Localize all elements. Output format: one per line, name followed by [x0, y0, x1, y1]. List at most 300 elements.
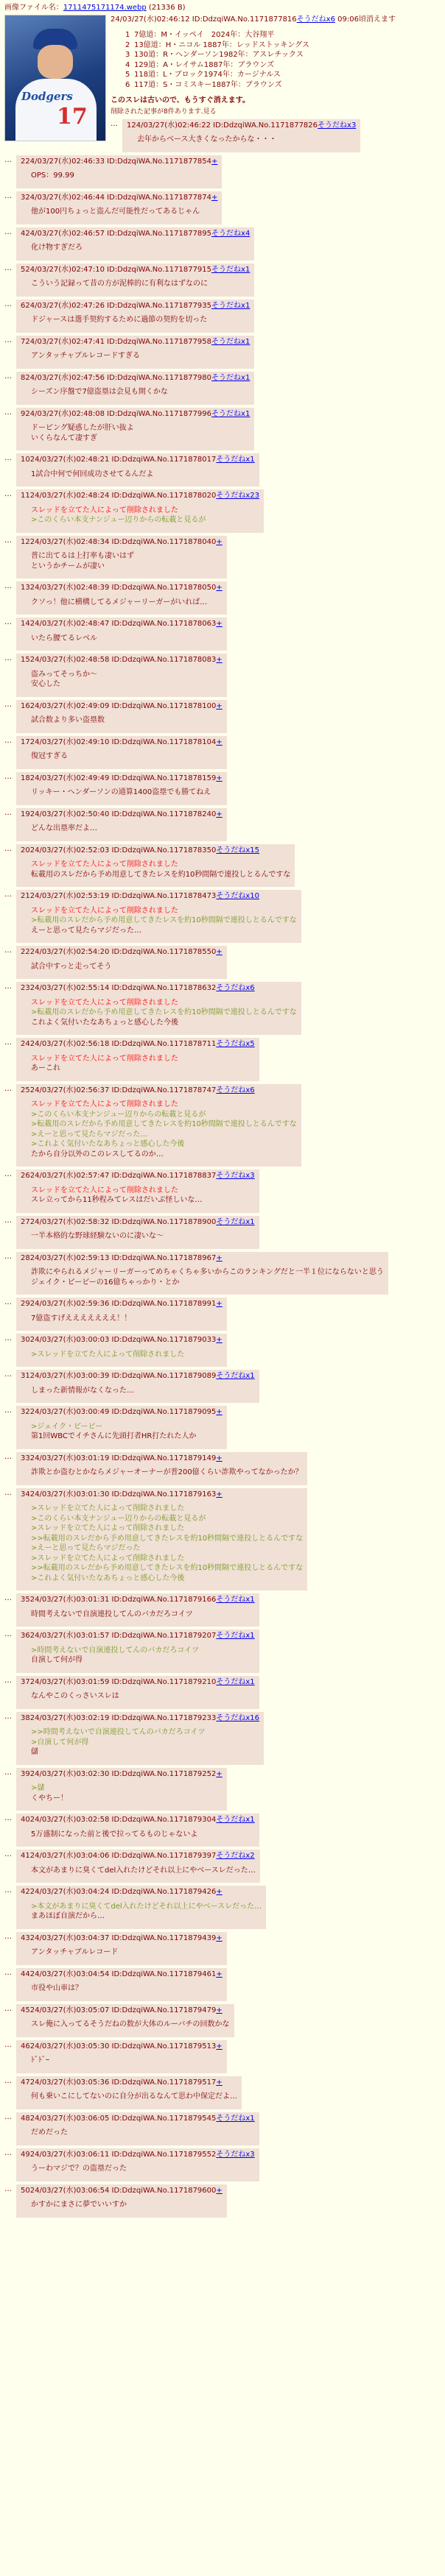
- soudane-link[interactable]: そうだねx1: [211, 301, 250, 310]
- reply-meta: 4124/03/27(水)03:04:06 ID:DdzqiWA.No.1171879397そうだねx2: [21, 1852, 255, 1861]
- reply-indent-marker: …: [4, 1170, 12, 1179]
- reply-meta: 2824/03/27(水)02:59:13 ID:DdzqiWA.No.1171878967+: [21, 1253, 222, 1262]
- reply-text: クソっ！他に横構してるメジャーリーガーがいれば…: [31, 598, 208, 606]
- file-size: (21336 B): [148, 4, 186, 12]
- soudane-link[interactable]: +: [216, 656, 222, 665]
- ranking-rank: 2: [125, 40, 130, 49]
- reply-post: [4, 1712, 441, 1765]
- reply-meta: 1924/03/27(水)02:50:40 ID:DdzqiWA.No.1171878240+: [21, 810, 222, 818]
- reply-indent-marker: …: [4, 227, 12, 236]
- reply-meta: 3724/03/27(水)03:01:59 ID:DdzqiWA.No.1171879210そうだねx1: [21, 1677, 255, 1686]
- quote-line: >スレッドを立てた人によって削除されました: [31, 1524, 185, 1533]
- reply-body: [31, 670, 222, 690]
- reply-text: 普に出てるは上打率も凄いはず: [31, 552, 134, 561]
- reply-body: [31, 279, 250, 289]
- reply-text: ドーピング疑惑したが肝い抜よ: [31, 424, 134, 433]
- reply-body: [31, 906, 297, 936]
- reply-meta: 2924/03/27(水)02:59:36 ID:DdzqiWA.No.1171878991+: [21, 1300, 222, 1309]
- reply-post: [4, 1370, 441, 1403]
- reply-bubble: [16, 191, 222, 224]
- reply-indent-marker: …: [4, 844, 12, 853]
- reply-bubble: [16, 2076, 242, 2109]
- reply-bubble: [16, 155, 222, 188]
- reply-indent-marker: …: [4, 1630, 12, 1639]
- reply-bubble: [16, 300, 254, 333]
- reply-meta: 4024/03/27(水)03:02:58 ID:DdzqiWA.No.1171879304そうだねx1: [21, 1816, 255, 1825]
- reply-body: [31, 824, 222, 834]
- reply-text: 本文があまりに臭くてdel入れたけどそれ以上にやベースレだった…: [31, 1866, 256, 1875]
- reply-bubble: [16, 1712, 264, 1765]
- reply-meta: 2624/03/27(水)02:57:47 ID:DdzqiWA.No.1171878837そうだねx3: [21, 1172, 255, 1181]
- reply-text: 転載用のスレだから予め用意してきたレスを約10秒間隔で連投しとるんですな: [31, 870, 291, 879]
- soudane-link[interactable]: そうだねx1: [216, 456, 255, 464]
- old-thread-warning: このスレは古いので、もうすぐ消えます。: [111, 96, 250, 105]
- reply-post: [4, 372, 441, 405]
- soudane-link[interactable]: そうだねx1: [211, 265, 250, 274]
- reply-body: [31, 1100, 297, 1159]
- reply-bubble: [16, 1252, 388, 1295]
- reply-indent-marker: …: [4, 1768, 12, 1777]
- ranking-item: [125, 70, 441, 80]
- reply-bubble: [16, 1488, 307, 1591]
- reply-text: スレ俺に入ってるそうだねの数が大体のルーバチの回数かな: [31, 2020, 230, 2029]
- reply-post: [4, 1334, 441, 1367]
- reply-body: [31, 1727, 259, 1758]
- reply-post: [4, 1216, 441, 1249]
- soudane-link[interactable]: +: [216, 737, 222, 746]
- reply-body: [31, 1350, 222, 1360]
- soudane-link[interactable]: そうだねx5: [216, 1040, 255, 1049]
- soudane-link[interactable]: そうだねx23: [216, 492, 260, 500]
- reply-bubble: [16, 489, 264, 533]
- reply-body: [31, 2200, 222, 2210]
- reply-body: [31, 171, 217, 181]
- reply-meta: 3624/03/27(水)03:01:57 ID:DdzqiWA.No.1171879207そうだねx1: [21, 1632, 255, 1641]
- soudane-link[interactable]: そうだねx1: [216, 1596, 255, 1604]
- reply-meta: 1724/03/27(水)02:49:10 ID:DdzqiWA.No.1171878104+: [21, 737, 222, 746]
- soudane-link[interactable]: そうだねx1: [211, 337, 250, 346]
- reply-body: [31, 207, 217, 217]
- reply-indent-marker: …: [4, 1298, 12, 1307]
- reply-indent-marker: …: [4, 490, 12, 499]
- reply-bubble: [16, 890, 301, 943]
- ranking-rank: 4: [125, 60, 130, 69]
- reply-bubble: [16, 982, 301, 1035]
- reply-meta: 5024/03/27(水)03:06:54 ID:DdzqiWA.No.1171879600+: [21, 2186, 222, 2195]
- reply-indent-marker: …: [4, 1488, 12, 1497]
- reply-body: [31, 1314, 222, 1324]
- reply-indent-marker: …: [4, 891, 12, 899]
- reply-indent-marker: …: [4, 155, 12, 164]
- reply-body: [31, 2092, 237, 2102]
- reply-meta: 3824/03/27(水)03:02:19 ID:DdzqiWA.No.1171879233そうだねx16: [21, 1713, 260, 1722]
- reply-body: [31, 2020, 230, 2030]
- reply-bubble: [16, 1593, 259, 1627]
- quote-line: >転載用のスレだから予め用意してきたレスを約10秒間隔で連投しとるんですな: [31, 1120, 297, 1129]
- soudane-link[interactable]: そうだねx3: [216, 2150, 255, 2159]
- soudane-link[interactable]: +: [216, 1970, 222, 1978]
- reply-text: 詐欺にやられるメジャーリーガーってめちゃくちゃ多いからこのランキングだと一半１位にならないと思う: [31, 1268, 384, 1277]
- soudane-link[interactable]: そうだねx1: [211, 373, 250, 382]
- reply-body: [31, 1947, 222, 1958]
- soudane-link[interactable]: そうだねx1: [216, 2114, 255, 2123]
- reply-meta: 924/03/27(水)02:48:08 ID:DdzqiWA.No.1171877996そうだねx1: [21, 409, 250, 418]
- reply-text: 詐欺とか盗むとかならメジャーオーナーが普200億くらい詐欺やってなかったか？: [31, 1468, 303, 1477]
- deleted-notice: スレッドを立てた人によって削除されました: [31, 1186, 178, 1195]
- reply-text: えーと思って見たらマジだった…: [31, 926, 141, 935]
- reply-list: [4, 155, 441, 2218]
- reply-text: シーズン序盤で7億盗塁は会見も開くかな: [31, 388, 168, 397]
- reply-bubble: [16, 808, 227, 841]
- reply-post: [4, 1170, 441, 1213]
- reply-post: [4, 408, 441, 451]
- reply-post: [4, 1630, 441, 1673]
- soudane-link[interactable]: +: [216, 2042, 222, 2050]
- reply-bubble: [16, 2040, 227, 2073]
- soudane-link[interactable]: +: [216, 2006, 222, 2014]
- reply-body: [31, 423, 250, 443]
- reply-indent-marker: …: [4, 408, 12, 417]
- soudane-link[interactable]: +: [216, 537, 222, 546]
- reply-text: 市役や山車は？: [31, 1984, 83, 1993]
- reply-text: 盗みってそっちか～: [31, 670, 97, 679]
- reply-indent-marker: …: [4, 2004, 12, 2013]
- reply-post: [4, 1886, 441, 1929]
- deleted-notice: スレッドを立てた人によって削除されました: [31, 860, 178, 869]
- ranking-item: [125, 30, 441, 40]
- soudane-link[interactable]: そうだねx3: [216, 1172, 255, 1181]
- quote-line: >時間考えないで自演連投してんのバカだろコイツ: [31, 1646, 200, 1655]
- soudane-link[interactable]: そうだねx10: [216, 892, 260, 901]
- reply-text: これよく気付いたなあちょっと感心した今後: [31, 1018, 178, 1027]
- ranking-text: 13億道：H・ニコル 1887年：レッドストッキングス: [134, 40, 309, 49]
- deleted-notice: スレッドを立てた人によって削除されました: [31, 906, 178, 915]
- reply-post: [4, 890, 441, 943]
- reply-text: 7億盗すげえええええええ！！: [31, 1314, 132, 1323]
- reply-bubble: [16, 654, 227, 697]
- reply-text: スレ立ってから11秒程みてレスはだいぶ怪しいな…: [31, 1196, 203, 1205]
- reply-body: [31, 551, 222, 571]
- soudane-link[interactable]: そうだねx6: [216, 984, 255, 993]
- deleted-notice: スレッドを立てた人によって削除されました: [31, 1054, 178, 1063]
- reply-bubble: [16, 336, 254, 369]
- soudane-link[interactable]: そうだねx1: [211, 409, 250, 418]
- soudane-link[interactable]: +: [216, 810, 222, 818]
- reply-meta: 224/03/27(水)02:46:33 ID:DdzqiWA.No.1171877854+: [21, 157, 218, 166]
- soudane-link[interactable]: +: [216, 701, 222, 710]
- reply-indent-marker: …: [4, 2040, 12, 2049]
- soudane-link[interactable]: そうだねx3: [318, 121, 357, 130]
- reply-text: OPS：99.99: [31, 171, 74, 180]
- soudane-link[interactable]: +: [211, 157, 218, 166]
- reply-bubble: [16, 1406, 227, 1449]
- reply-body: [31, 2128, 255, 2138]
- reply-bubble: [16, 1968, 227, 2001]
- soudane-link[interactable]: +: [216, 620, 222, 629]
- soudane-link[interactable]: そうだねx16: [216, 1713, 260, 1722]
- soudane-link[interactable]: そうだねx1: [216, 1816, 255, 1825]
- reply-body: [31, 2056, 222, 2066]
- reply-post: [4, 2112, 441, 2145]
- reply-indent-marker: …: [4, 1038, 12, 1047]
- reply-body: [31, 1866, 256, 1876]
- reply-indent-marker: …: [4, 1886, 12, 1895]
- reply-post: [4, 1084, 441, 1167]
- file-label: 画像ファイル名：: [4, 4, 63, 12]
- reply-indent-marker: …: [4, 983, 12, 991]
- reply-meta: 3424/03/27(水)03:01:30 ID:DdzqiWA.No.1171879163+: [21, 1490, 222, 1498]
- ranking-rank: 3: [125, 51, 130, 59]
- op-expire: 09:06頃消えます: [337, 15, 396, 24]
- reply-post: [4, 300, 441, 333]
- reply-body: [31, 962, 222, 972]
- deleted-note[interactable]: 削除された記事が8件あります.見る: [111, 107, 217, 116]
- reply-meta: 1824/03/27(水)02:49:49 ID:DdzqiWA.No.1171878159+: [21, 774, 222, 782]
- reply-indent-marker: …: [4, 2076, 12, 2085]
- reply-meta: 2224/03/27(水)02:54:20 ID:DdzqiWA.No.1171878550+: [21, 948, 222, 957]
- ranking-item: [125, 60, 441, 71]
- op-soudane-link[interactable]: そうだねx6: [296, 15, 335, 24]
- reply-body: [31, 470, 255, 480]
- quote-line: >えーと思って見たらマジだった…: [31, 1130, 148, 1139]
- reply-body: [31, 715, 222, 726]
- reply-bubble: [16, 1676, 259, 1709]
- reply-meta: 724/03/27(水)02:47:41 ID:DdzqiWA.No.1171877958そうだねx1: [21, 337, 250, 346]
- reply-post: [4, 1968, 441, 2001]
- reply-bubble: [16, 1932, 227, 1965]
- reply-bubble: [16, 736, 227, 769]
- reply-indent-marker: …: [4, 1452, 12, 1461]
- deleted-notice: スレッドを立てた人によって削除されました: [31, 998, 178, 1007]
- soudane-link[interactable]: +: [216, 2078, 222, 2087]
- reply-text: 一半本格的な野球経験ないのに凄いな～: [31, 1232, 164, 1241]
- soudane-link[interactable]: そうだねx1: [216, 1632, 255, 1641]
- reply-bubble: 124/03/27(水)02:46:22 ID:DdzqiWA.No.1171877826そうだねx3 去年からベース大きくなったからな・・・: [122, 119, 360, 152]
- reply-post: [4, 1932, 441, 1965]
- reply-body: [31, 1610, 255, 1620]
- reply-post: [4, 654, 441, 697]
- reply-bubble: [16, 1370, 259, 1403]
- reply-indent-marker: …: [4, 1932, 12, 1941]
- ranking-rank: 5: [125, 71, 130, 79]
- reply-meta: 4524/03/27(水)03:05:07 ID:DdzqiWA.No.1171879479+: [21, 2006, 222, 2014]
- reply-body: [31, 860, 290, 880]
- soudane-link[interactable]: +: [216, 1490, 222, 1498]
- file-link[interactable]: 1711475171174.webp: [63, 4, 147, 12]
- reply-bubble: [16, 1216, 259, 1249]
- reply-meta: 1324/03/27(水)02:48:39 ID:DdzqiWA.No.1171878050+: [21, 584, 222, 592]
- reply-meta: 4624/03/27(水)03:05:30 ID:DdzqiWA.No.1171879513+: [21, 2042, 222, 2050]
- reply-post: [4, 618, 441, 651]
- reply-text: ドジャースは選手契約するために過節の契約を切った: [31, 316, 208, 325]
- reply-post: [4, 1298, 441, 1331]
- soudane-link[interactable]: +: [216, 1933, 222, 1942]
- reply-meta: 1024/03/27(水)02:48:21 ID:DdzqiWA.No.1171878017そうだねx1: [21, 456, 255, 464]
- reply-bubble: [16, 1038, 259, 1081]
- soudane-link[interactable]: そうだねx1: [216, 1372, 255, 1381]
- soudane-link[interactable]: そうだねx1: [216, 1217, 255, 1226]
- first-reply: … 124/03/27(水)02:46:22 ID:DdzqiWA.No.1171877826そうだねx3 去年からベース大きくなったからな・・・: [111, 119, 441, 152]
- reply-bubble: [16, 618, 227, 651]
- reply-indent-marker: …: [4, 2112, 12, 2121]
- quote-line: >このくらい本支ナンジュー辺りからの転載と見るが: [31, 1514, 206, 1523]
- reply-indent-marker: …: [4, 263, 12, 272]
- reply-bubble: [16, 1452, 307, 1485]
- reply-post: [4, 772, 441, 805]
- reply-post: [4, 844, 441, 888]
- reply-bubble: [16, 1630, 259, 1673]
- reply-meta: 2024/03/27(水)02:52:03 ID:DdzqiWA.No.1171878350そうだねx15: [21, 846, 260, 854]
- reply-post: [4, 336, 441, 369]
- reply-meta: 424/03/27(水)02:46:57 ID:DdzqiWA.No.1171877895そうだねx4: [21, 229, 250, 238]
- reply-text: かすかにまさに夢でいいすか: [31, 2201, 127, 2209]
- reply-text: なんやこのくっさいスレは: [31, 1692, 119, 1701]
- soudane-link[interactable]: そうだねx4: [211, 229, 250, 238]
- soudane-link[interactable]: +: [216, 584, 222, 592]
- soudane-link[interactable]: +: [216, 1253, 222, 1262]
- reply-body: [31, 2164, 255, 2174]
- reply-meta: 2524/03/27(水)02:56:37 ID:DdzqiWA.No.1171878747そうだねx6: [21, 1086, 255, 1094]
- quote-line: >転載用のスレだから予め用意してきたレスを約10秒間隔で連投しとるんですな: [31, 916, 297, 925]
- reply-indent-marker: …: [4, 1814, 12, 1823]
- soudane-link[interactable]: +: [216, 1408, 222, 1417]
- reply-meta: 3924/03/27(水)03:02:30 ID:DdzqiWA.No.1171879252+: [21, 1769, 222, 1778]
- reply-meta: 824/03/27(水)02:47:56 ID:DdzqiWA.No.1171877980そうだねx1: [21, 373, 250, 382]
- reply-text: 何も乗いこにしてないのに自分が出るなんて思わ中保定だよ…: [31, 2092, 237, 2101]
- reply-indent-marker: …: [4, 2184, 12, 2193]
- reply-meta: 2724/03/27(水)02:58:32 ID:DdzqiWA.No.1171878900そうだねx1: [21, 1217, 255, 1226]
- reply-bubble: [16, 1768, 227, 1811]
- reply-bubble: [16, 2112, 259, 2145]
- soudane-link[interactable]: そうだねx15: [216, 846, 260, 854]
- reply-body: [31, 387, 250, 397]
- reply-text: というかチームが凄い: [31, 562, 105, 570]
- quote-line: >儲: [31, 1784, 45, 1793]
- reply-text: くやちー！: [31, 1794, 68, 1802]
- reply-text: 儲: [31, 1748, 38, 1757]
- baseball-player-photo-icon[interactable]: Dodgers 17: [4, 15, 106, 141]
- reply-text: ジェイク・ピービーの16億ちゃっかり・とか: [31, 1278, 180, 1287]
- soudane-link[interactable]: +: [216, 1454, 222, 1462]
- reply-meta: 4824/03/27(水)03:06:05 ID:DdzqiWA.No.1171879545そうだねx1: [21, 2114, 255, 2123]
- reply-bubble: [16, 2004, 234, 2037]
- reply-indent-marker: …: [4, 536, 12, 545]
- reply-post: [4, 536, 441, 579]
- ranking-text: 129道：A・レイサム1887年：ブラウンズ: [134, 60, 275, 69]
- reply-text: 化け物すぎだろ: [31, 244, 83, 252]
- quote-line: >>時間考えないで自演連投してんのバカだろコイツ: [31, 1728, 206, 1737]
- reply-post: [4, 1814, 441, 1847]
- reply-body: [31, 1231, 255, 1242]
- reply-indent-marker: …: [4, 736, 12, 745]
- quote-line: >>転載用のスレだから予め用意してきたレスを約10秒間隔で連投しとるんですな: [31, 1564, 304, 1573]
- reply-post: [4, 1593, 441, 1627]
- reply-bubble: [16, 227, 254, 261]
- reply-indent-marker: …: [4, 1334, 12, 1343]
- reply-meta: 3124/03/27(水)03:00:39 ID:DdzqiWA.No.1171879089そうだねx1: [21, 1372, 255, 1381]
- quote-line: >>転載用のスレだから予め用意してきたレスを約10秒間隔で連投しとるんですな: [31, 1534, 304, 1543]
- reply-bubble: [16, 453, 259, 486]
- reply-text: 自演して何が得: [31, 1656, 83, 1665]
- reply-indent-marker: …: [4, 1370, 12, 1379]
- reply-post: [4, 2148, 441, 2182]
- reply-meta: 2124/03/27(水)02:53:19 ID:DdzqiWA.No.1171878473そうだねx10: [21, 892, 260, 901]
- reply-post: [4, 1406, 441, 1449]
- reply-post: [4, 227, 441, 261]
- soudane-link[interactable]: +: [216, 1888, 222, 1897]
- reply-bubble: [16, 1814, 259, 1847]
- reply-meta: 4424/03/27(水)03:04:54 ID:DdzqiWA.No.1171879461+: [21, 1970, 222, 1978]
- reply-indent-marker: …: [4, 1676, 12, 1685]
- reply-indent-marker: …: [4, 336, 12, 344]
- reply-post: [4, 155, 441, 188]
- reply-text: 安心した: [31, 680, 60, 689]
- soudane-link[interactable]: +: [216, 1769, 222, 1778]
- reply-text: だめだった: [31, 2129, 68, 2137]
- soudane-link[interactable]: +: [211, 193, 218, 202]
- quote-line: >スレッドを立てた人によって削除されました: [31, 1504, 185, 1513]
- reply-bubble: [16, 536, 227, 579]
- quote-line: >えーと思って見たらマジだった: [31, 1544, 141, 1553]
- soudane-link[interactable]: そうだねx2: [216, 1852, 255, 1861]
- reply-body: [31, 1267, 384, 1287]
- soudane-link[interactable]: +: [216, 1300, 222, 1309]
- quote-line: >このくらい本支ナンジュー辺りからの転載と見るが: [31, 1110, 206, 1119]
- reply-meta: 1224/03/27(水)02:48:34 ID:DdzqiWA.No.1171878040+: [21, 537, 222, 546]
- ranking-item: [125, 40, 441, 51]
- reply-text: いたら腰てるレベル: [31, 634, 97, 643]
- soudane-link[interactable]: +: [216, 1336, 222, 1345]
- quote-line: >転載用のスレだから予め用意してきたレスを約10秒間隔で連投しとるんですな: [31, 1008, 297, 1017]
- reply-post: [4, 982, 441, 1035]
- reply-text: 5万盛制になった前と後で拉ってるものじゃないよ: [31, 1830, 198, 1839]
- reply-text: 1試合中何で何回成功させてるんだよ: [31, 470, 154, 478]
- soudane-link[interactable]: そうだねx1: [216, 1677, 255, 1686]
- soudane-link[interactable]: そうだねx6: [216, 1086, 255, 1094]
- reply-body: [31, 1984, 222, 1994]
- reply-meta: 4724/03/27(水)03:05:36 ID:DdzqiWA.No.1171879517+: [21, 2078, 222, 2087]
- reply-bubble: [16, 1298, 227, 1331]
- reply-body: [31, 751, 222, 762]
- op-ranking-list: [125, 30, 441, 90]
- reply-indent-marker: …: [4, 454, 12, 463]
- reply-post: [4, 700, 441, 733]
- soudane-link[interactable]: +: [216, 2186, 222, 2195]
- reply-body: [31, 1646, 255, 1666]
- ranking-text: 7億道：M・イッペイ 2024年：大谷翔平: [134, 31, 275, 39]
- reply-indent-marker: …: [4, 1406, 12, 1415]
- reply-post: [4, 453, 441, 486]
- reply-post: [4, 1252, 441, 1295]
- reply-meta: 1124/03/27(水)02:48:24 ID:DdzqiWA.No.1171878020そうだねx23: [21, 492, 260, 500]
- soudane-link[interactable]: +: [216, 948, 222, 957]
- reply-indent-marker: …: [4, 808, 12, 817]
- reply-meta: 1424/03/27(水)02:48:47 ID:DdzqiWA.No.1171878063+: [21, 620, 222, 629]
- reply-bubble: [16, 2184, 227, 2218]
- ranking-text: 118道：L・ブロック1974年：カージナルス: [134, 71, 281, 79]
- quote-line: >これよく気付いたなあちょっと感心した今後: [31, 1574, 185, 1582]
- reply-post: [4, 2004, 441, 2037]
- soudane-link[interactable]: +: [216, 774, 222, 782]
- reply-text: 他が100円ちょっと盗んだ可能性だってあるじゃん: [31, 208, 200, 216]
- ranking-text: 130道：R・ヘンダーソン1982年：アスレチックス: [134, 51, 304, 59]
- reply-meta: 3024/03/27(水)03:00:03 ID:DdzqiWA.No.1171879033+: [21, 1336, 222, 1345]
- reply-indent-marker: …: [4, 700, 12, 709]
- reply-bubble: [16, 263, 254, 297]
- reply-meta: 624/03/27(水)02:47:26 ID:DdzqiWA.No.1171877935そうだねx1: [21, 301, 250, 310]
- ranking-rank: 6: [125, 80, 130, 89]
- reply-body: [31, 1468, 303, 1478]
